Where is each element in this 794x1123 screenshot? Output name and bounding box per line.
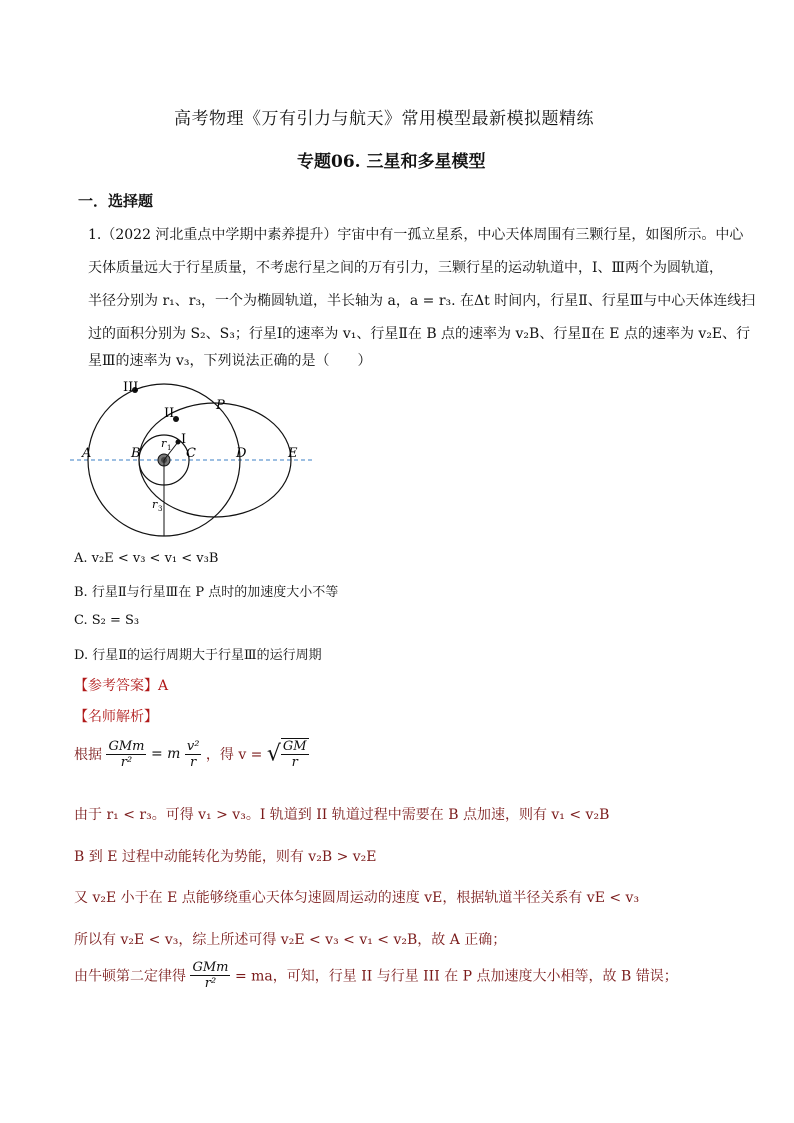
orbit-diagram <box>70 375 320 540</box>
question-line-2: 天体质量远大于行星质量，不考虑行星之间的万有引力，三颗行星的运动轨道中，Ⅰ、Ⅲ两个为圆轨道， <box>88 260 724 276</box>
formula-get: ，得 v = <box>205 747 263 763</box>
label-r1: r <box>161 437 167 450</box>
frac-gmm-num: GMm <box>108 738 145 754</box>
formula-line <box>74 738 309 770</box>
label-b: B <box>131 446 141 461</box>
line5-prefix: 由牛顿第二定律得 <box>74 968 186 985</box>
formula-eq: = m <box>150 746 181 762</box>
label-i: I <box>181 432 187 447</box>
label-d: D <box>236 446 247 461</box>
frac-sqrt-den: r <box>291 755 298 770</box>
frac-v2-den: r <box>190 754 197 770</box>
label-r3-sub: 3 <box>158 505 163 513</box>
frac-sqrt-num: GM <box>282 739 307 754</box>
label-e: E <box>288 446 298 461</box>
analysis-line-2: B 到 E 过程中动能转化为势能，则有 v₂B > v₂E <box>74 849 377 865</box>
question-line-4: 过的面积分别为 S₂、S₃；行星Ⅰ的速率为 v₁、行星Ⅱ在 B 点的速率为 v₂B、行星Ⅱ在 E 点的速率为 v₂E、行 <box>88 326 751 342</box>
option-b: B. 行星Ⅱ与行星Ⅲ在 P 点时的加速度大小不等 <box>74 585 339 600</box>
analysis-line-4: 所以有 v₂E < v₃，综上所述可得 v₂E < v₃ < v₁ < v₂B，故 A 正确； <box>74 932 507 948</box>
label-r3: r <box>152 498 158 511</box>
label-r1-sub: 1 <box>167 444 172 452</box>
frac-newton <box>190 960 230 991</box>
document-subtitle: 专题06. 三星和多星模型 <box>297 152 486 172</box>
frac-gmm-den: r² <box>120 754 133 770</box>
frac-newton-den: r² <box>204 976 217 991</box>
option-a: A. v₂E < v₃ < v₁ < v₃B <box>74 551 219 566</box>
analysis-label: 【名师解析】 <box>74 709 158 725</box>
option-d: D. 行星Ⅱ的运行周期大于行星Ⅲ的运行周期 <box>74 648 322 663</box>
formula-prefix: 根据 <box>74 747 102 763</box>
answer-label: 【参考答案】A <box>74 678 169 694</box>
analysis-line-3: 又 v₂E 小于在 E 点能够绕重心天体匀速圆周运动的速度 vE，根据轨道半径关系有 vE < v₃ <box>74 890 640 906</box>
label-ii: II <box>164 406 175 421</box>
question-line-3: 半径分别为 r₁、r₃，一个为椭圆轨道，半长轴为 a，a = r₃. 在Δt 时间内，行星Ⅱ、行星Ⅲ与中心天体连线扫 <box>88 293 756 309</box>
option-c: C. S₂ = S₃ <box>74 613 140 628</box>
question-line-5: 星Ⅲ的速率为 v₃，下列说法正确的是（ ） <box>88 353 372 369</box>
sqrt-sign: √ <box>266 741 281 767</box>
frac-gmm <box>106 739 146 770</box>
frac-v2-num: v² <box>186 738 200 754</box>
frac-v2 <box>185 739 202 770</box>
frac-newton-num: GMm <box>192 960 229 975</box>
label-p: P <box>216 398 225 413</box>
label-a: A <box>82 446 92 461</box>
analysis-line-1: 由于 r₁ < r₃。可得 v₁ > v₃。I 轨道到 II 轨道过程中需要在 B 点加速，则有 v₁ < v₂B <box>74 807 610 823</box>
question-line-1: 1.（2022 河北重点中学期中素养提升）宇宙中有一孤立星系，中心天体周围有三颗行星，如图所示。中心 <box>88 227 744 243</box>
document-title: 高考物理《万有引力与航天》常用模型最新模拟题精练 <box>174 109 594 129</box>
line5-suffix: = ma，可知，行星 II 与行星 III 在 P 点加速度大小相等，故 B 错误； <box>234 968 678 985</box>
analysis-line-5 <box>74 960 678 991</box>
planet-i <box>176 440 181 445</box>
frac-sqrt <box>281 738 309 770</box>
label-iii: III <box>123 380 139 395</box>
label-c: C <box>186 446 196 461</box>
section-heading: 一．选择题 <box>78 192 154 210</box>
